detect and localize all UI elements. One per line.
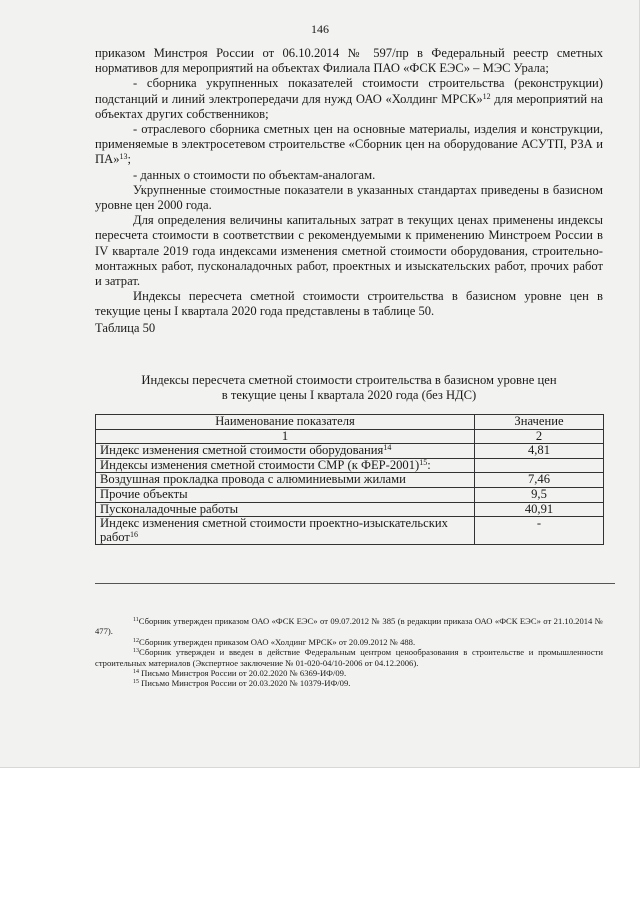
paragraph-3-tail: ; bbox=[127, 152, 131, 167]
footnote-item bbox=[95, 637, 603, 647]
footnote-item bbox=[95, 678, 603, 688]
table-row bbox=[96, 487, 604, 502]
footnote-ref-16: 16 bbox=[129, 529, 138, 539]
row-name-text: Индекс изменения сметной стоимости оборудования bbox=[100, 443, 384, 458]
table-number-row bbox=[96, 429, 604, 444]
row-value: 4,81 bbox=[475, 444, 604, 459]
footnote-number: 13 bbox=[133, 648, 139, 655]
row-value: 9,5 bbox=[475, 487, 604, 502]
paragraph-7: Индексы пересчета сметной стоимости строительства в базисном уровне цен в текущие цены I квартала 2020 года представлены в таблице 50. bbox=[95, 289, 603, 319]
paragraph-6: Для определения величины капитальных затрат в текущих ценах применены индексы пересчета стоимости в соответствии с рекомендуемыми к применению Минстроем России в IV квартале 2019 года индексами изменения сметной стоимости оборудования, строительно-монтажных работ, пусконаладочных работ, проектных и изыскательских работ, прочих работ и затрат. bbox=[95, 213, 603, 289]
footnote-ref-15: 15 bbox=[419, 457, 428, 467]
footnote-item bbox=[95, 668, 603, 678]
table-row bbox=[96, 473, 604, 488]
footnote-number: 14 bbox=[133, 669, 139, 676]
row-value: 7,46 bbox=[475, 473, 604, 488]
col-number-2: 2 bbox=[475, 429, 604, 444]
page-number: 146 bbox=[311, 22, 329, 36]
row-name: Прочие объекты bbox=[96, 487, 475, 502]
footnote-divider bbox=[95, 583, 615, 584]
footnotes bbox=[95, 616, 603, 689]
paragraph-2-tail: для мероприятий на объектах других собственников; bbox=[95, 91, 603, 121]
paragraph-3 bbox=[95, 122, 603, 168]
footnote-number: 11 bbox=[133, 617, 139, 623]
col-number-1: 1 bbox=[96, 429, 475, 444]
table-header-row bbox=[96, 415, 604, 430]
footnote-ref-14: 14 bbox=[383, 443, 392, 453]
table-row bbox=[96, 444, 604, 459]
row-name bbox=[96, 444, 475, 459]
row-name bbox=[96, 458, 475, 473]
footnote-text: Письмо Минстроя России от 20.03.2020 № 10379-ИФ/09. bbox=[139, 678, 351, 689]
paragraph-2 bbox=[95, 76, 603, 122]
row-value: - bbox=[475, 517, 604, 545]
row-name-tail: : bbox=[427, 457, 431, 472]
table-row bbox=[96, 502, 604, 517]
paragraph-5: Укрупненные стоимостные показатели в указанных стандартах приведены в базисном уровне цен 2000 года. bbox=[95, 182, 603, 213]
indices-table bbox=[95, 414, 604, 545]
footnote-text: Сборник утвержден и введен в действие Федеральным центром ценообразования в строительстве и промышленности строительных материалов (Экспертное заключение № 01-020-04/10-2006 от 04.12.2006). bbox=[95, 647, 603, 668]
paragraph-2-text: - сборника укрупненных показателей стоимости строительства (реконструкции) подстанций и линий электропередачи для нужд ОАО «Холдинг МРСК» bbox=[95, 76, 603, 106]
row-name-text: Индексы изменения сметной стоимости СМР (к ФЕР-2001) bbox=[100, 457, 420, 472]
paragraph-3-text: - отраслевого сборника сметных цен на основные материалы, изделия и конструкции, применяемые в электросетевом строительстве «Сборник цен на оборудование АСУТП, РЗА и ПА» bbox=[95, 122, 603, 167]
table-label: Таблица 50 bbox=[95, 320, 156, 335]
paragraph-4: - данных о стоимости по объектам-аналогам. bbox=[133, 167, 376, 182]
row-value bbox=[475, 458, 604, 473]
footnote-text: Письмо Минстроя России от 20.02.2020 № 6369-ИФ/09. bbox=[139, 668, 347, 679]
footnote-number: 12 bbox=[133, 637, 139, 644]
header-name: Наименование показателя bbox=[96, 415, 475, 430]
table-title bbox=[95, 373, 603, 403]
footnote-item bbox=[95, 616, 603, 637]
footnote-text: Сборник утвержден приказом ОАО «ФСК ЕЭС» от 09.07.2012 № 385 (в редакции приказа ОАО «ФСК ЕЭС» от 21.10.2014 № 477). bbox=[95, 616, 603, 637]
footnote-item bbox=[95, 647, 603, 668]
footnote-ref-12: 12 bbox=[482, 91, 491, 101]
table-row bbox=[96, 458, 604, 473]
table-row bbox=[96, 517, 604, 545]
row-name bbox=[96, 517, 475, 545]
paragraph-1: приказом Минстроя России от 06.10.2014 № 597/пр в Федеральный реестр сметных нормативов для мероприятий на объектах Филиала ПАО «ФСК ЕЭС» – МЭС Урала; bbox=[95, 46, 603, 76]
row-name-text: Индекс изменения сметной стоимости проектно-изыскательских работ bbox=[100, 516, 448, 544]
header-value: Значение bbox=[475, 415, 604, 430]
body-text bbox=[95, 46, 603, 336]
table-title-line-2: в текущие цены I квартала 2020 года (без НДС) bbox=[221, 388, 477, 403]
footnote-number: 15 bbox=[133, 679, 139, 686]
row-value: 40,91 bbox=[475, 502, 604, 517]
row-name: Воздушная прокладка провода с алюминиевыми жилами bbox=[96, 473, 475, 488]
footnote-text: Сборник утвержден приказом ОАО «Холдинг МРСК» от 20.09.2012 № 488. bbox=[139, 636, 416, 647]
row-name: Пусконаладочные работы bbox=[96, 502, 475, 517]
footnote-ref-13: 13 bbox=[119, 152, 128, 162]
table-title-line-1: Индексы пересчета сметной стоимости строительства в базисном уровне цен bbox=[141, 373, 557, 387]
